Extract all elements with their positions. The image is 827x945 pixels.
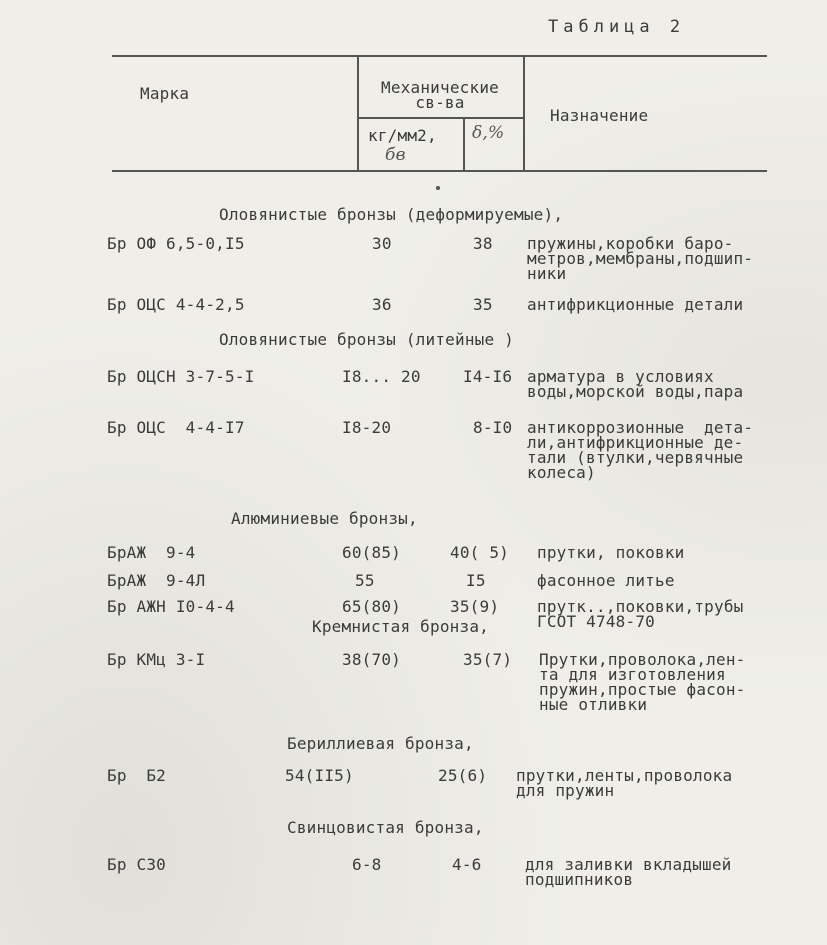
section-title: Оловянистые бронзы (деформируемые), bbox=[219, 205, 564, 224]
header-strength-symbol: бв bbox=[385, 145, 406, 165]
row-strength: 65(80) bbox=[342, 597, 401, 616]
section-title: Кремнистая бронза, bbox=[312, 617, 489, 636]
row-purpose: Прутки,проволока,лен- та для изготовления пружин,простые фасон- ные отливки bbox=[539, 650, 746, 714]
row-grade: Бр ОЦС 4-4-I7 bbox=[107, 418, 245, 437]
header-top-rule bbox=[112, 55, 767, 57]
row-elongation: 8-I0 bbox=[473, 418, 513, 437]
row-grade: БрАЖ 9-4 bbox=[107, 543, 196, 562]
mech-column-right-rule bbox=[523, 55, 525, 170]
row-strength: 54(II5) bbox=[285, 766, 354, 785]
mech-subheader-rule bbox=[357, 117, 525, 119]
header-grade: Марка bbox=[140, 84, 190, 103]
row-purpose: арматура в условиях воды,морской воды,пара bbox=[527, 367, 744, 401]
row-purpose: прутк..,поковки,трубы ГСОТ 4748-70 bbox=[537, 597, 744, 631]
row-grade: Бр ОЦСН 3-7-5-I bbox=[107, 367, 255, 386]
row-elongation: 25(6) bbox=[438, 766, 488, 785]
row-strength: 55 bbox=[355, 571, 375, 590]
row-grade: Бр С30 bbox=[107, 855, 166, 874]
row-grade: Бр Б2 bbox=[107, 766, 166, 785]
ink-dot bbox=[436, 186, 440, 190]
row-elongation: 4-6 bbox=[452, 855, 482, 874]
row-purpose: антикоррозионные дета- ли,антифрикционные де- тали (втулки,червячные колеса) bbox=[527, 418, 754, 482]
header-strength-unit: кг/мм2, bbox=[368, 126, 437, 145]
mech-column-left-rule bbox=[357, 55, 359, 170]
row-elongation: 35 bbox=[473, 295, 493, 314]
row-purpose: антифрикционные детали bbox=[527, 295, 744, 314]
row-elongation: 35(9) bbox=[450, 597, 500, 616]
section-title: Бериллиевая бронза, bbox=[287, 734, 474, 753]
row-grade: Бр ОЦС 4-4-2,5 bbox=[107, 295, 245, 314]
row-strength: 38(70) bbox=[342, 650, 401, 669]
row-elongation: I4-I6 bbox=[463, 367, 513, 386]
mech-subcolumn-rule bbox=[463, 117, 465, 170]
header-bottom-rule bbox=[112, 170, 767, 172]
row-purpose: прутки,ленты,проволока для пружин bbox=[516, 766, 733, 800]
section-title: Свинцовистая бронза, bbox=[287, 818, 484, 837]
row-elongation: 38 bbox=[473, 234, 493, 253]
row-elongation: I5 bbox=[466, 571, 486, 590]
row-strength: 6-8 bbox=[352, 855, 382, 874]
row-strength: I8... 20 bbox=[342, 367, 421, 386]
section-title: Алюминиевые бронзы, bbox=[231, 509, 418, 528]
header-elongation: δ,% bbox=[472, 123, 505, 143]
row-grade: Бр ОФ 6,5-0,I5 bbox=[107, 234, 245, 253]
row-grade: БрАЖ 9-4Л bbox=[107, 571, 206, 590]
header-mechanical-properties: Механические св-ва bbox=[381, 78, 499, 112]
section-title: Оловянистые бронзы (литейные ) bbox=[219, 330, 514, 349]
row-grade: Бр АЖН I0-4-4 bbox=[107, 597, 235, 616]
row-purpose: для заливки вкладышей подшипников bbox=[525, 855, 732, 889]
row-elongation: 35(7) bbox=[463, 650, 513, 669]
header-purpose: Назначение bbox=[550, 106, 649, 125]
row-purpose: фасонное литье bbox=[537, 571, 675, 590]
row-strength: 60(85) bbox=[342, 543, 401, 562]
row-elongation: 40( 5) bbox=[450, 543, 509, 562]
row-strength: 30 bbox=[372, 234, 392, 253]
row-purpose: прутки, поковки bbox=[537, 543, 685, 562]
row-strength: I8-20 bbox=[342, 418, 392, 437]
row-purpose: пружины,коробки баро- метров,мембраны,подшип- ники bbox=[527, 234, 754, 283]
row-strength: 36 bbox=[372, 295, 392, 314]
row-grade: Бр КМц 3-I bbox=[107, 650, 206, 669]
table-caption: Таблица 2 bbox=[548, 17, 686, 37]
